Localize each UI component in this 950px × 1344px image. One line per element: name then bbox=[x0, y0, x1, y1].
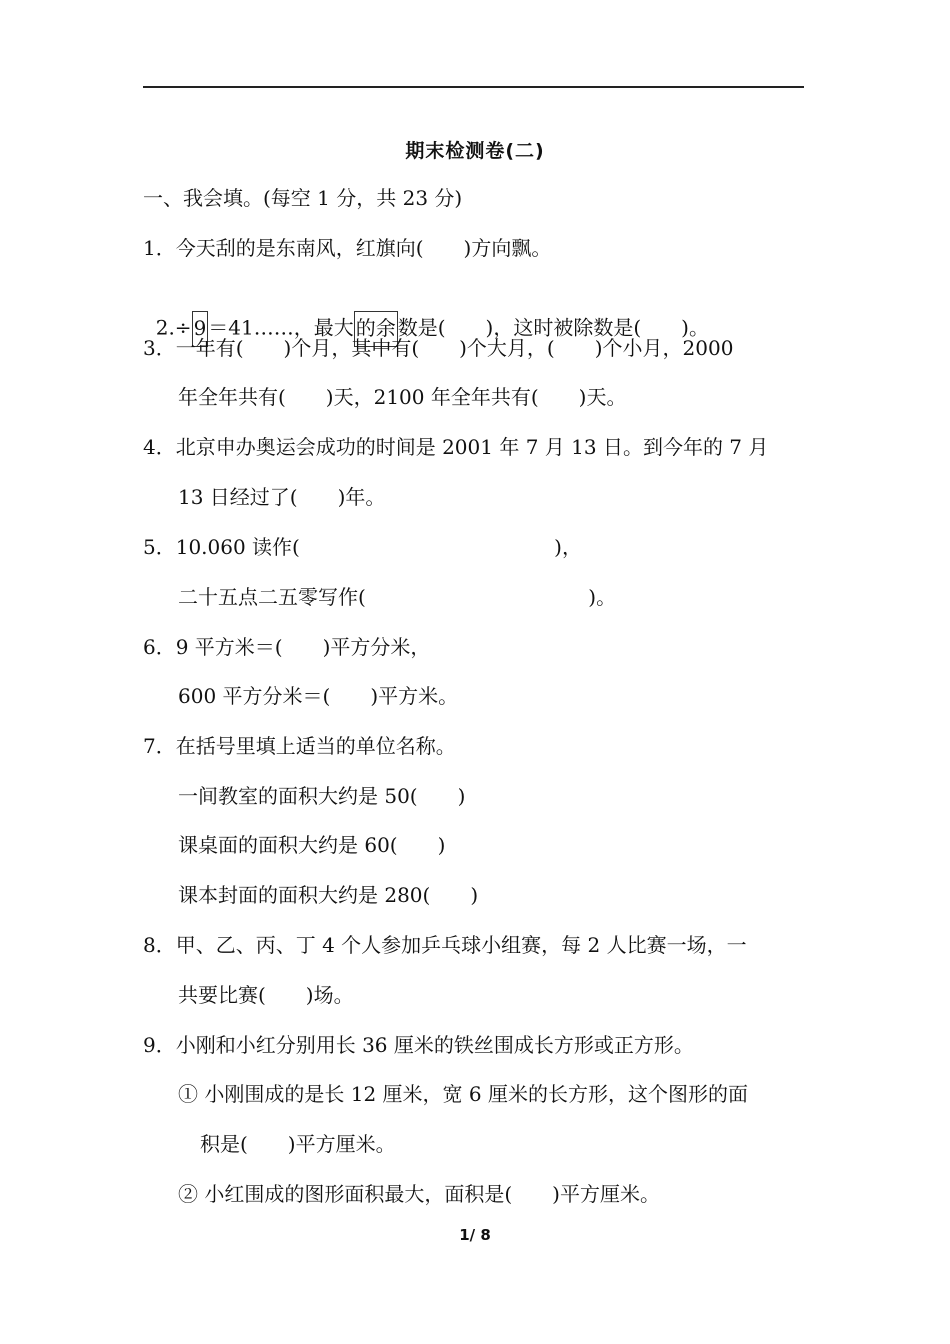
question-5-line-1: 5．10.060 读作( )， bbox=[143, 535, 582, 559]
question-4-line-2: 13 日经过了( )年。 bbox=[178, 485, 386, 509]
question-2-middle: ＝41……，最大 bbox=[208, 315, 354, 340]
question-8-line-2: 共要比赛( )场。 bbox=[178, 983, 354, 1007]
question-7-line-4: 课本封面的面积大约是 280( ) bbox=[178, 883, 479, 907]
question-9-line-2: ① 小刚围成的是长 12 厘米，宽 6 厘米的长方形，这个图形的面 bbox=[178, 1082, 748, 1106]
question-2-suffix: 数是( )，这时被除数是( )。 bbox=[397, 315, 709, 340]
question-2-box-remainder: 的余 bbox=[354, 311, 398, 347]
question-7-line-1: 7．在括号里填上适当的单位名称。 bbox=[143, 734, 456, 758]
question-6-line-1: 6．9 平方米＝( )平方分米， bbox=[143, 635, 431, 659]
top-rule bbox=[143, 86, 804, 88]
question-4-line-1: 4．北京申办奥运会成功的时间是 2001 年 7 月 13 日。到今年的 7 月 bbox=[143, 435, 769, 459]
question-8-line-1: 8．甲、乙、丙、丁 4 个人参加乒乓球小组赛，每 2 人比赛一场，一 bbox=[143, 933, 747, 957]
section-heading: 一、我会填。(每空 1 分，共 23 分) bbox=[143, 186, 463, 210]
question-9-line-1: 9．小刚和小红分别用长 36 厘米的铁丝围成长方形或正方形。 bbox=[143, 1033, 694, 1057]
question-2-box-divisor: 9 bbox=[192, 311, 209, 347]
page-number: 1/ 8 bbox=[459, 1226, 491, 1244]
question-6-line-2: 600 平方分米＝( )平方米。 bbox=[178, 684, 459, 708]
question-3-line-1: 3．一年有( )个月，其中有( )个大月，( )个小月，2000 bbox=[143, 336, 734, 360]
question-5-line-2: 二十五点二五零写作( )。 bbox=[178, 585, 617, 609]
question-7-line-3: 课桌面的面积大约是 60( ) bbox=[178, 833, 446, 857]
question-7-line-2: 一间教室的面积大约是 50( ) bbox=[178, 784, 466, 808]
question-1: 1．今天刮的是东南风，红旗向( )方向飘。 bbox=[143, 236, 552, 260]
question-9-line-4: ② 小红围成的图形面积最大，面积是( )平方厘米。 bbox=[178, 1182, 660, 1206]
question-9-line-3: 积是( )平方厘米。 bbox=[200, 1132, 396, 1156]
page-title: 期末检测卷(二) bbox=[405, 140, 545, 162]
question-2-prefix: 2.÷ bbox=[155, 315, 192, 340]
question-3-line-2: 年全年共有( )天，2100 年全年共有( )天。 bbox=[178, 385, 627, 409]
